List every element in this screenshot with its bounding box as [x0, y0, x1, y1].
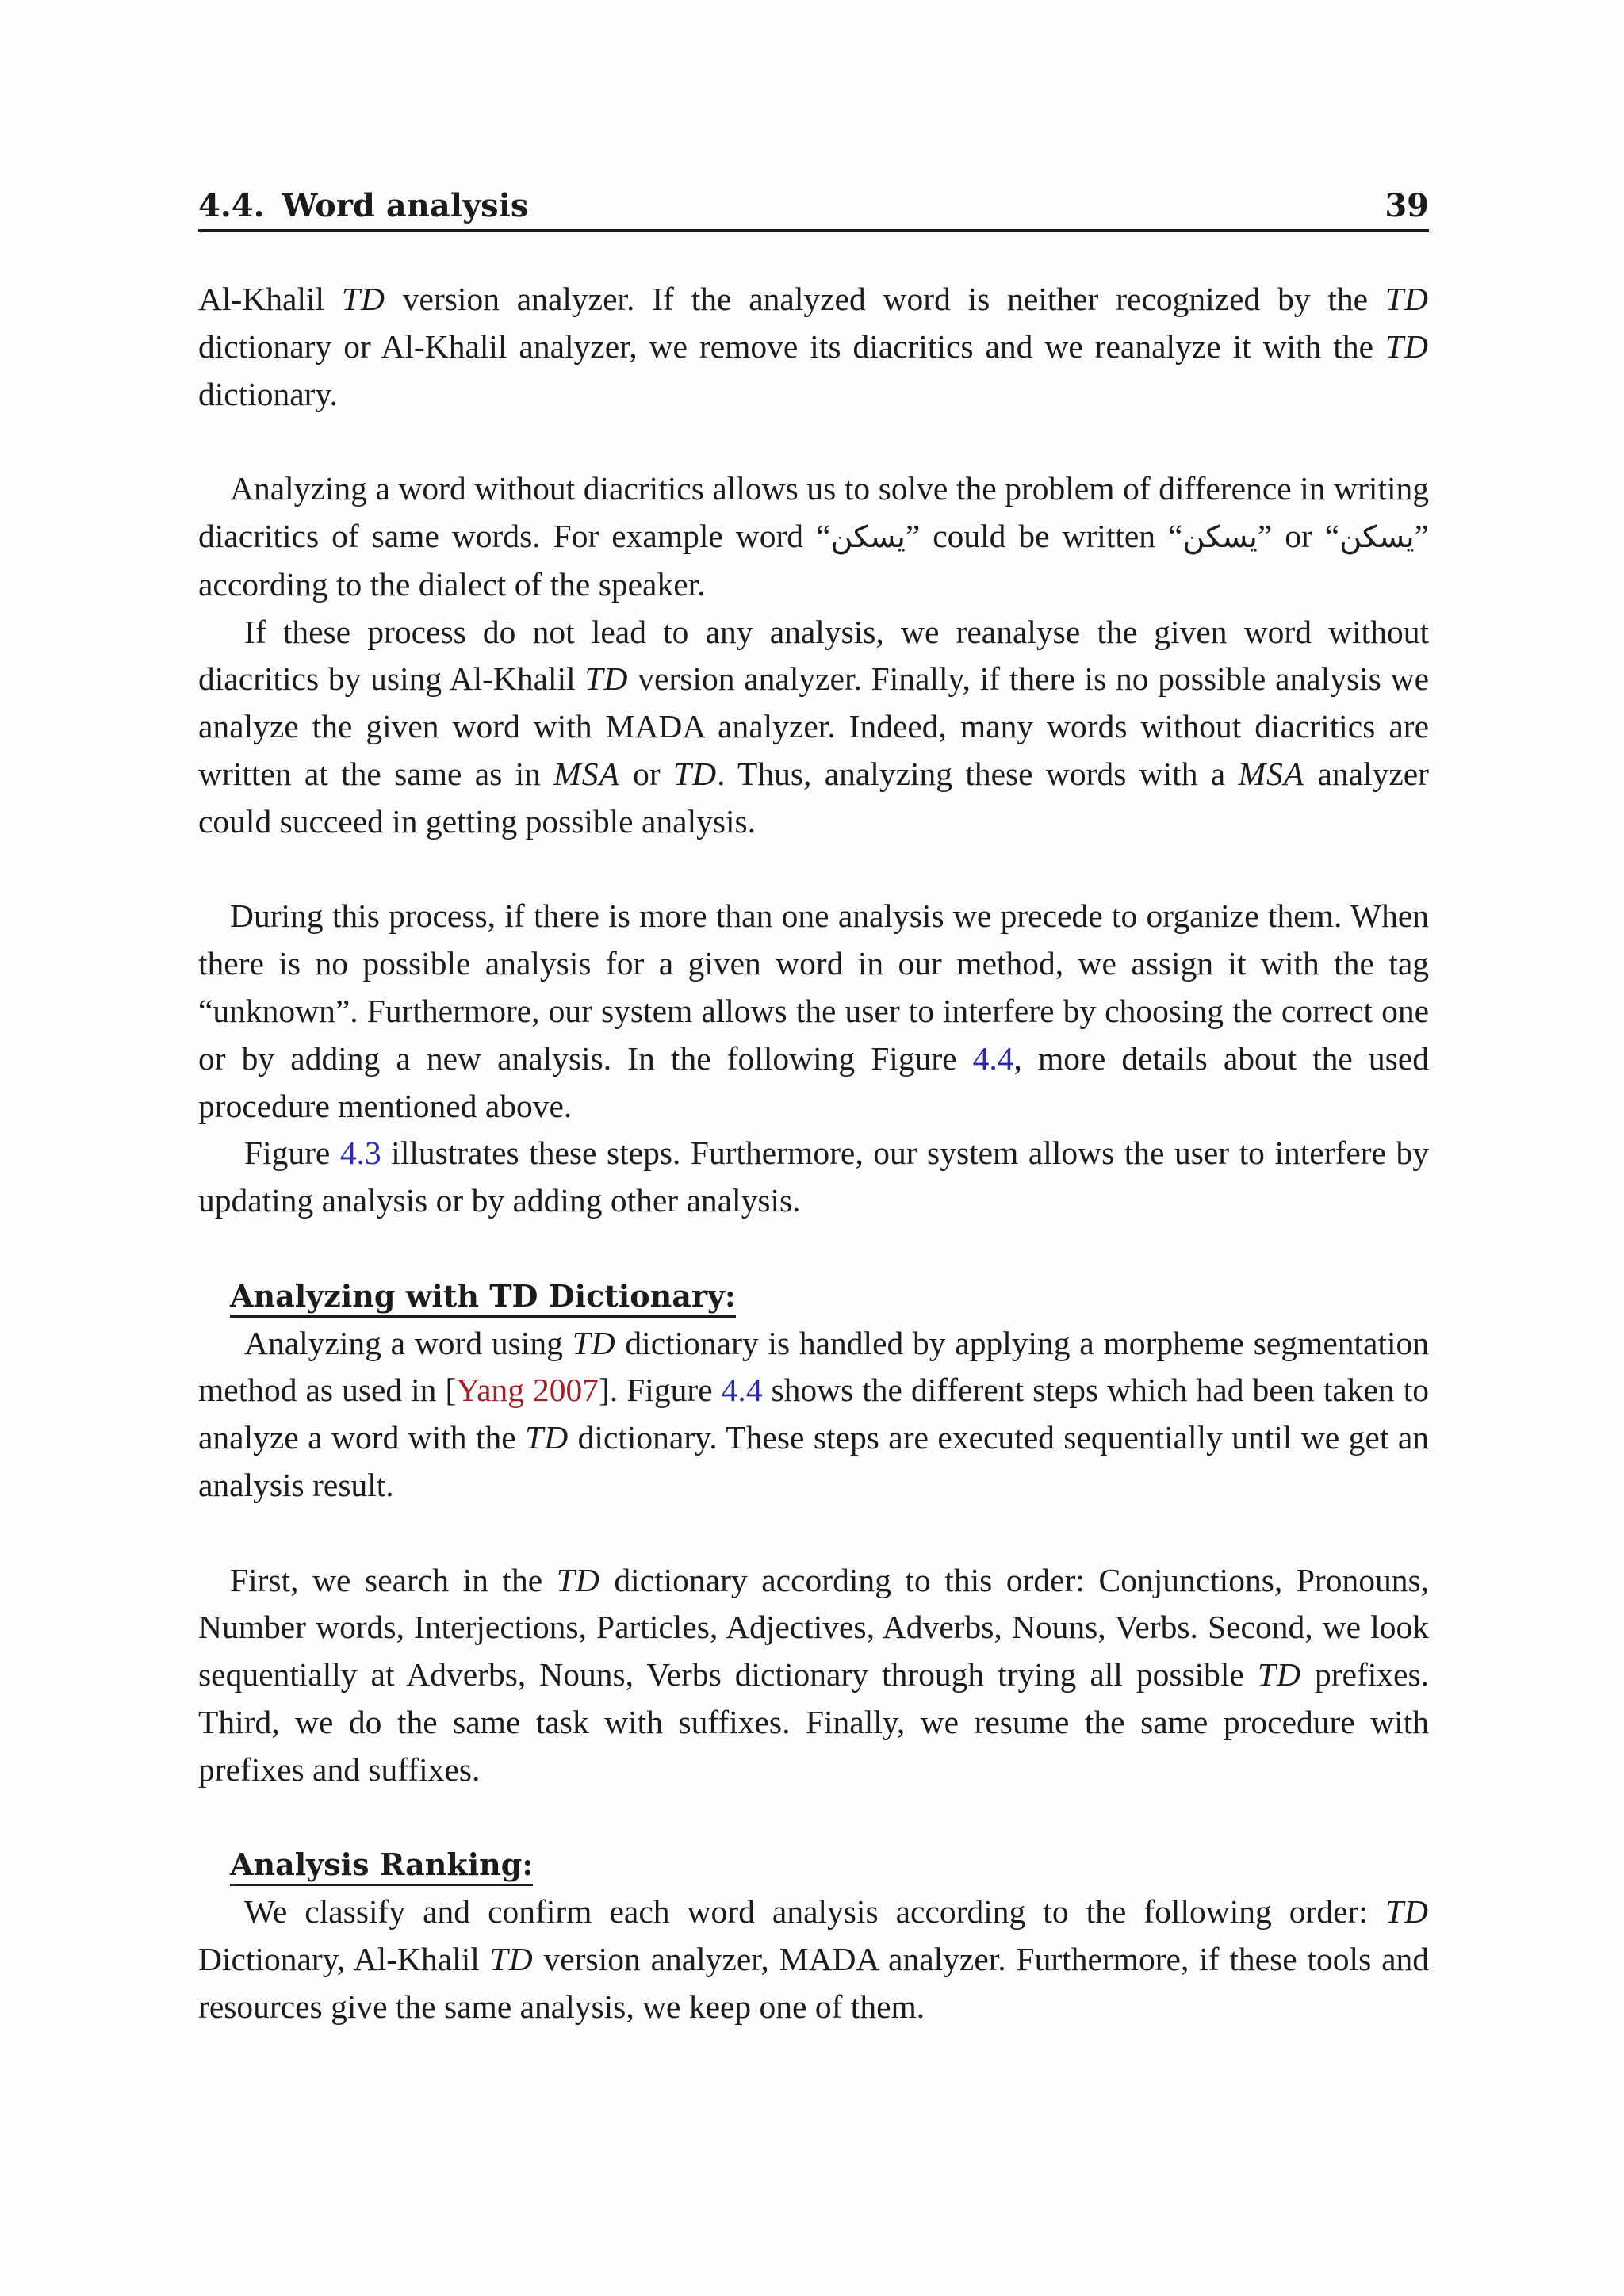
td-term: TD [1385, 327, 1429, 365]
arabic-word: يسكن [1182, 519, 1258, 554]
figure-reference-link[interactable]: 4.4 [721, 1372, 763, 1409]
td-term: TD [341, 281, 385, 317]
paragraph-4: During this process, if there is more than one analysis we precede to organize them. When there is no possible analysis for a given word in our method, we assign it with the tag “unknown”. Furthermore, our system allows the user to interfere by choosing the correct one or by adding a new analysis. In the following Figure 4.4, more details about the used procedure mentioned above. [198, 897, 1429, 1124]
td-term: TD [525, 1419, 569, 1456]
paragraph-3: If these process do not lead to any analysis, we reanalyse the given word without diacritics by using Al-Khalil TD version analyzer. Finally, if there is no possible analysis we analyze the given word with MADA analyzer. Indeed, many words without diacritics are written at the same as in MSA or TD. Thus, analyzing these words with a MSA analyzer could succeed in getting possible analysis. [198, 613, 1429, 840]
paragraph-gap [198, 1794, 1429, 1842]
paragraph-gap [198, 1510, 1429, 1557]
td-term: TD [1385, 1893, 1429, 1931]
arabic-word: يسكن [830, 519, 906, 554]
page-number: 39 [1385, 187, 1429, 224]
page [198, 187, 1429, 2030]
section-number: 4.4. [198, 187, 265, 224]
paragraph-2: Analyzing a word without diacritics allows us to solve the problem of difference in writing diacritics of same words. For example word “يسكن” could be written “يسكن” or “يسكن” according to the dialect of the speaker. [198, 470, 1429, 603]
td-term: TD [1385, 281, 1429, 317]
td-term: TD [556, 1561, 600, 1598]
figure-reference-link[interactable]: 4.4 [972, 1039, 1014, 1077]
paragraph-gap [198, 846, 1429, 894]
section-title: Word analysis [282, 187, 529, 224]
citation-link[interactable]: Yang 2007 [456, 1372, 599, 1409]
td-term: TD [489, 1940, 534, 1977]
subheading-analysis-ranking: Analysis Ranking: [230, 1841, 1429, 1888]
paragraph-5: Figure 4.3 illustrates these steps. Furthermore, our system allows the user to interfere by updating analysis or by adding other analysis. [198, 1135, 1429, 1219]
body-text [198, 276, 1429, 2030]
running-header [198, 187, 1429, 232]
paragraph-gap [198, 418, 1429, 465]
msa-term: MSA [553, 755, 620, 792]
td-term: TD [1257, 1656, 1301, 1693]
subheading-td-dictionary: Analyzing with TD Dictionary: [230, 1272, 1429, 1320]
arabic-word: يسكن [1339, 519, 1415, 554]
td-term: TD [584, 660, 629, 698]
paragraph-8: We classify and confirm each word analysis according to the following order: TD Dictionary, Al-Khalil TD version analyzer, MADA analyzer. Furthermore, if these tools and resources give the same analysis, we keep one of them. [198, 1893, 1429, 2025]
paragraph-gap [198, 1225, 1429, 1272]
figure-reference-link[interactable]: 4.3 [339, 1135, 381, 1172]
paragraph-6: Analyzing a word using TD dictionary is handled by applying a morpheme segmentation method as used in [Yang 2007]. Figure 4.4 shows the different steps which had been taken to analyze a word with the TD dictionary. These steps are executed sequentially until we get an analysis result. [198, 1324, 1429, 1503]
paragraph-1: Al-Khalil TD version analyzer. If the analyzed word is neither recognized by the TD dictionary or Al-Khalil analyzer, we remove its diacritics and we reanalyze it with the TD dictionary. [198, 281, 1429, 412]
msa-term: MSA [1238, 755, 1305, 792]
td-term: TD [673, 755, 718, 792]
paragraph-7: First, we search in the TD dictionary according to this order: Conjunctions, Pronouns, Number words, Interjections, Particles, Adjectives, Adverbs, Nouns, Verbs. Second, we look sequentially at Adverbs, Nouns, Verbs dictionary through trying all possible TD prefixes. Third, we do the same task with suffixes. Finally, we resume the same procedure with prefixes and suffixes. [198, 1561, 1429, 1788]
section-heading [198, 187, 528, 224]
td-term: TD [572, 1324, 616, 1361]
